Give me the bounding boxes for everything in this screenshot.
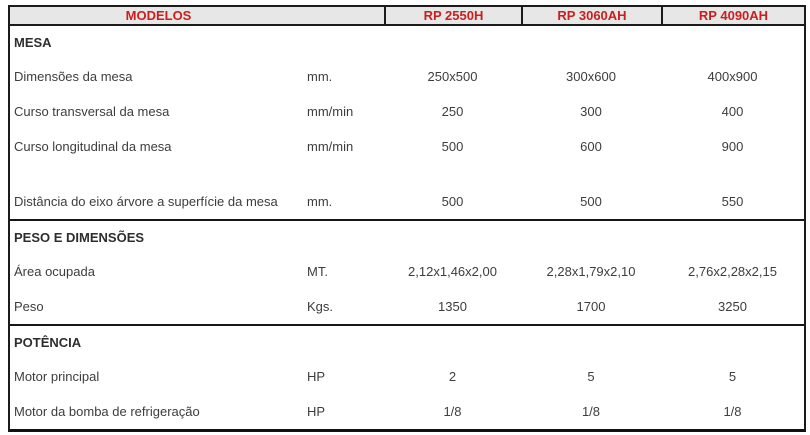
table-header-row: [10, 7, 804, 26]
header-model-rp4090ah: RP 4090AH: [661, 7, 804, 24]
spec-label: Motor principal: [14, 369, 100, 384]
section-title: POTÊNCIA: [14, 335, 82, 350]
section-title-row: [10, 221, 804, 254]
spec-unit: HP: [307, 404, 326, 419]
section-title-row: [10, 26, 804, 59]
spec-value: 550: [721, 194, 744, 209]
spec-row: [10, 289, 804, 324]
spec-unit: Kgs.: [307, 299, 334, 314]
spec-value: 3250: [718, 299, 747, 314]
spec-value: 250: [441, 104, 464, 119]
spec-row: [10, 394, 804, 429]
spec-value: 1350: [438, 299, 467, 314]
header-models: MODELOS: [125, 8, 192, 23]
spec-value: 5: [587, 369, 595, 384]
spec-value: 5: [728, 369, 737, 384]
spec-unit: MT.: [307, 264, 328, 279]
spec-unit: HP: [307, 369, 326, 384]
spec-row: [10, 94, 804, 129]
spec-value: 400: [721, 104, 744, 119]
spec-value: 1700: [576, 299, 606, 314]
specifications-table: [8, 5, 806, 432]
spec-unit: mm/min: [307, 104, 354, 119]
spec-value: 2,28x1,79x2,10: [546, 264, 636, 279]
spec-label: Área ocupada: [14, 264, 95, 279]
header-model-rp2550h: RP 2550H: [384, 7, 521, 24]
spec-row: [10, 254, 804, 289]
spec-value: 2,76x2,28x2,15: [688, 264, 777, 279]
spec-row: [10, 129, 804, 164]
spec-value: 1/8: [443, 404, 462, 419]
section-mesa: [10, 26, 804, 219]
spec-value: 500: [580, 194, 602, 209]
spec-label: Dimensões da mesa: [14, 69, 133, 84]
section-potencia: [10, 324, 804, 429]
spec-label: Motor da bomba de refrigeração: [14, 404, 200, 419]
spec-value: 300x600: [566, 69, 616, 84]
spec-row: [10, 59, 804, 94]
spec-unit: mm.: [307, 69, 333, 84]
spacer-row: [10, 164, 804, 184]
section-peso-e-dimensoes: [10, 219, 804, 324]
spec-row: [10, 184, 804, 219]
spec-value: 1/8: [723, 404, 742, 419]
spec-label: Distância do eixo árvore a superfície da mesa: [14, 194, 278, 209]
spec-row: [10, 359, 804, 394]
header-model-rp3060ah: RP 3060AH: [521, 7, 661, 24]
section-title: PESO E DIMENSÕES: [14, 230, 145, 245]
spec-value: 2: [448, 369, 457, 384]
section-title: MESA: [14, 35, 52, 50]
spec-value: 600: [580, 139, 602, 154]
spec-value: 500: [441, 139, 464, 154]
spec-unit: mm/min: [307, 139, 354, 154]
spec-value: 500: [441, 194, 464, 209]
spec-value: 900: [721, 139, 744, 154]
spec-unit: mm.: [307, 194, 333, 209]
spec-value: 400x900: [707, 69, 758, 84]
spec-label: Curso transversal da mesa: [14, 104, 170, 119]
spec-value: 2,12x1,46x2,00: [408, 264, 497, 279]
spec-label: Peso: [14, 299, 44, 314]
spec-value: 300: [580, 104, 602, 119]
section-title-row: [10, 326, 804, 359]
spec-value: 250x500: [427, 69, 478, 84]
spec-label: Curso longitudinal da mesa: [14, 139, 172, 154]
spec-value: 1/8: [581, 404, 601, 419]
